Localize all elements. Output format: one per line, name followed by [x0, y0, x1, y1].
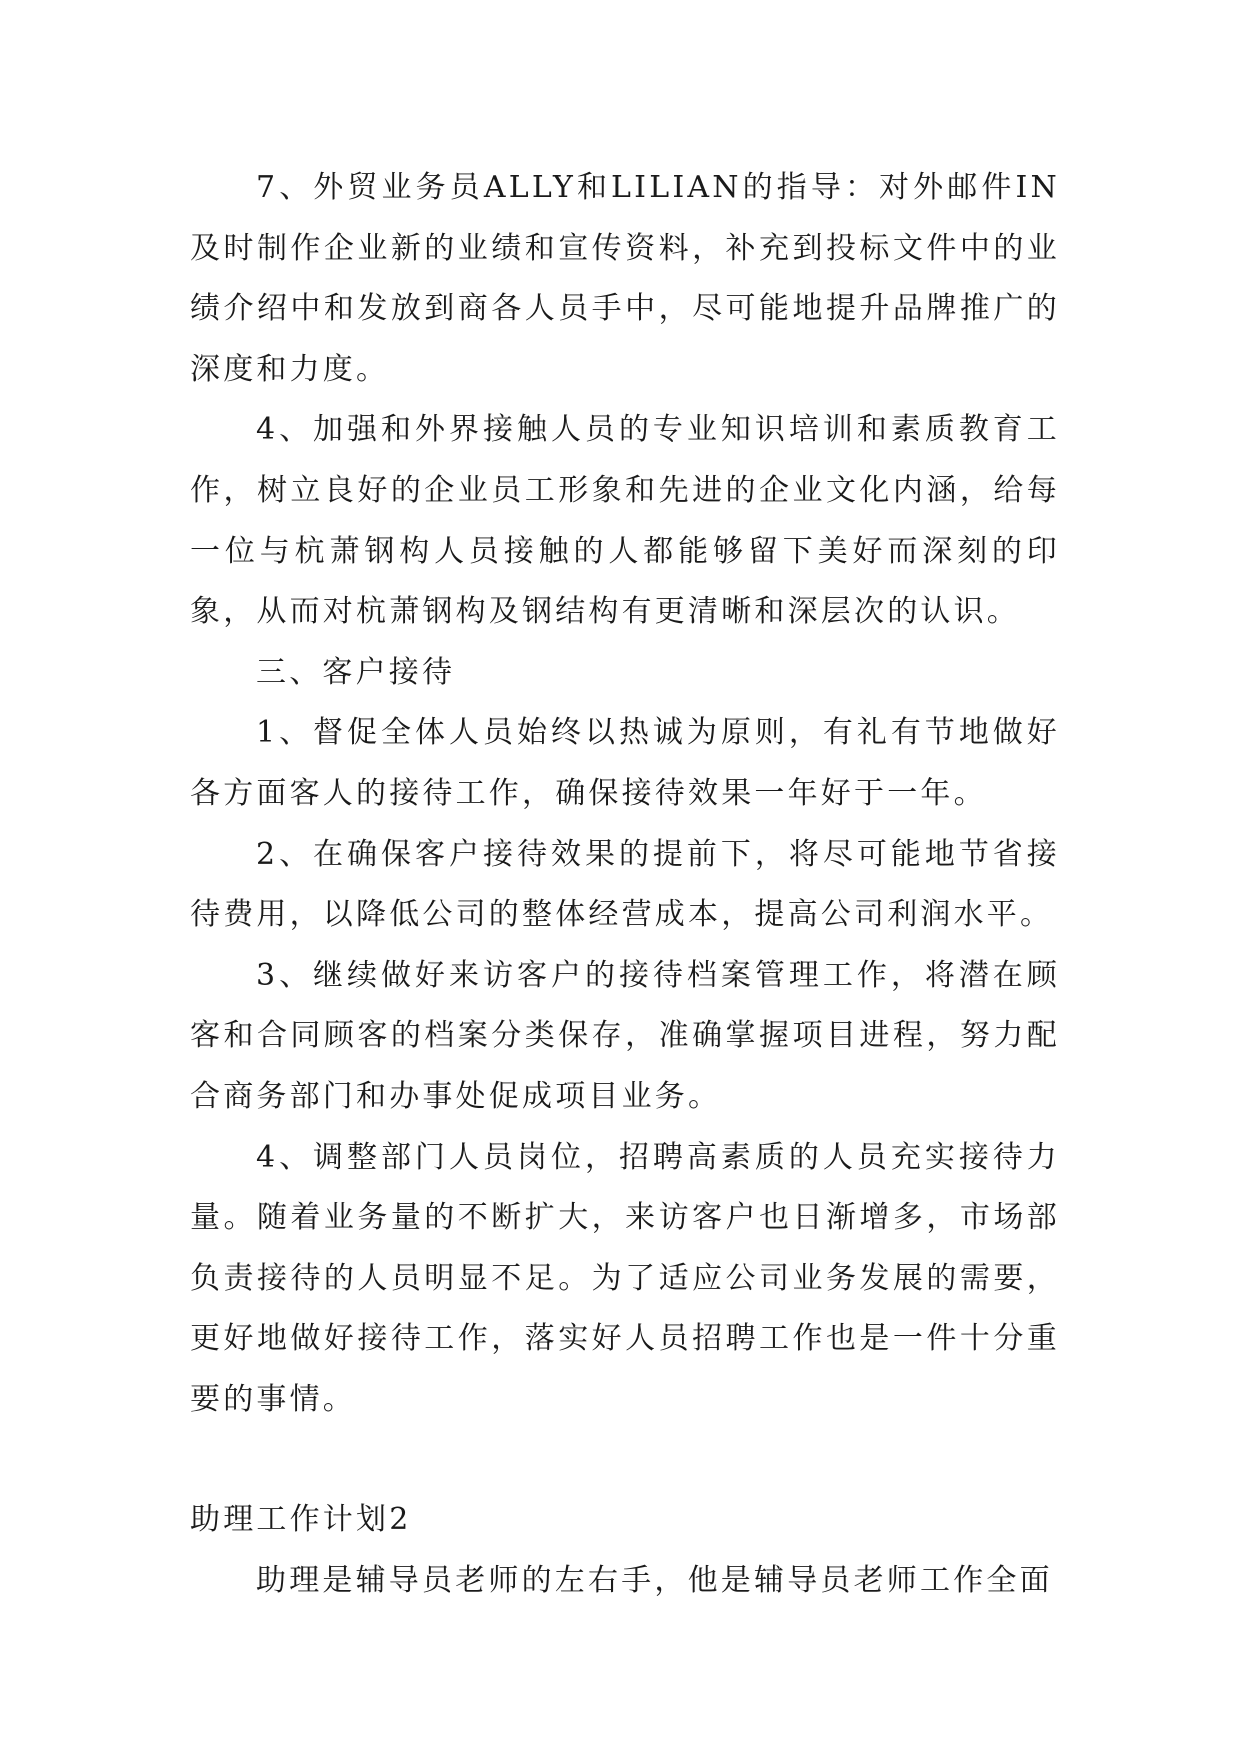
- heading-customer-reception: 三、客户接待: [256, 654, 456, 690]
- paragraph-reception-2: 2、在确保客户接待效果的提前下，将尽可能地节省接待费用，以降低公司的整体经营成本，提高公司利润水平。: [190, 836, 1060, 933]
- paragraph-training: 4、加强和外界接触人员的专业知识培训和素质教育工作，树立良好的企业员工形象和先进的企业文化内涵，给每一位与杭萧钢构人员接触的人都能够留下美好而深刻的印象，从而对杭萧钢构及钢结构有更清晰和深层次的认识。: [190, 412, 1060, 630]
- paragraph-reception-1: 1、督促全体人员始终以热诚为原则，有礼有节地做好各方面客人的接待工作，确保接待效果一年好于一年。: [190, 715, 1060, 811]
- section-title: 助理工作计划2: [190, 1502, 412, 1538]
- paragraph-reception-3: 3、继续做好来访客户的接待档案管理工作，将潜在顾客和合同顾客的档案分类保存，准确掌握项目进程，努力配合商务部门和办事处促成项目业务。: [190, 957, 1060, 1114]
- paragraph-foreign-trade: 7、外贸业务员ALLY和LILIAN的指导：对外邮件IN及时制作企业新的业绩和宣传资料，补充到投标文件中的业绩介绍中和发放到商各人员手中，尽可能地提升品牌推广的深度和力度。: [190, 170, 1060, 387]
- paragraph-assistant-intro: 助理是辅导员老师的左右手，他是辅导员老师工作全面: [256, 1563, 1053, 1599]
- section-spacer: [190, 1430, 1060, 1490]
- paragraph-reception-4: 4、调整部门人员岗位，招聘高素质的人员充实接待力量。随着业务量的不断扩大，来访客户也日渐增多，市场部负责接待的人员明显不足。为了适应公司业务发展的需要，更好地做好接待工作，落实好人员招聘工作也是一件十分重要的事情。: [190, 1139, 1060, 1417]
- document-body: [190, 158, 1060, 1612]
